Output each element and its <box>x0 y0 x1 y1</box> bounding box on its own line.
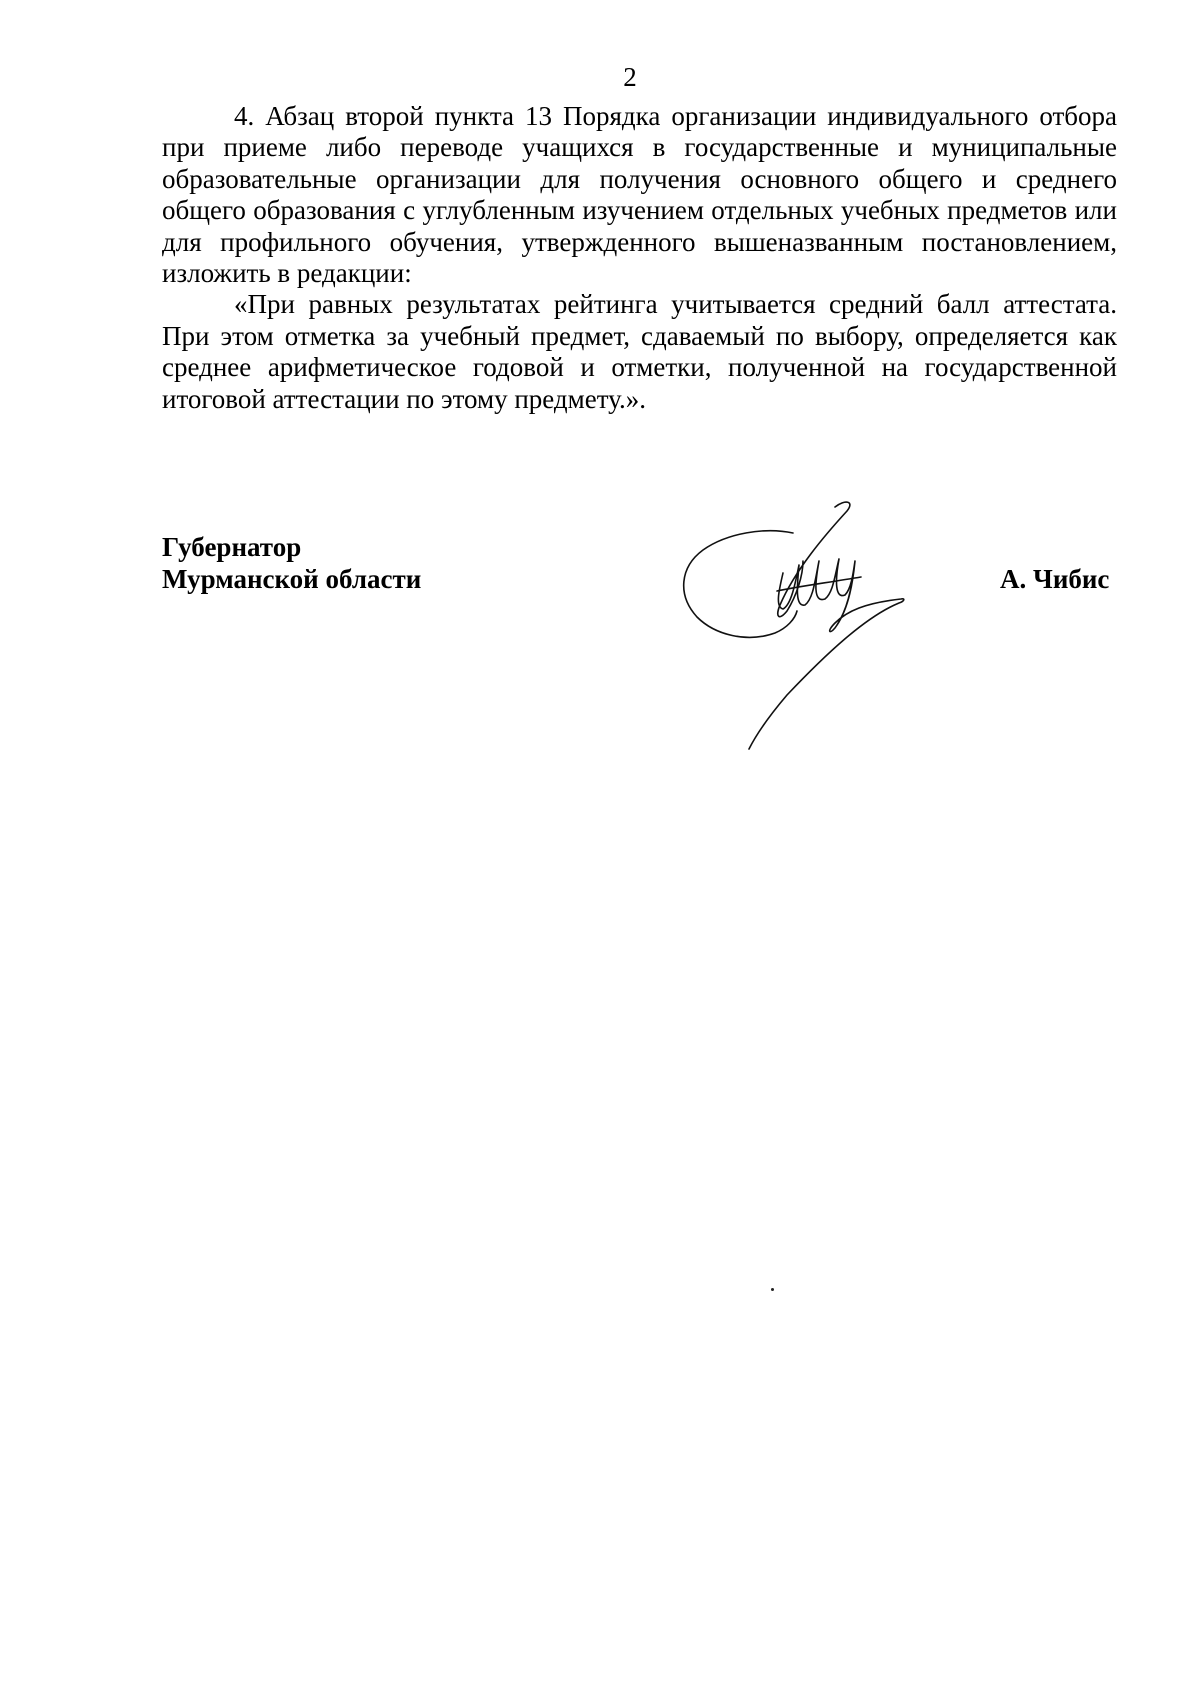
page-number: 2 <box>623 62 637 92</box>
signature-letters-stroke <box>749 559 904 749</box>
signer-position-line-1: Губернатор <box>162 532 302 562</box>
scan-speck <box>771 1288 774 1291</box>
signer-name: А. Чибис <box>1000 564 1110 594</box>
paragraph-quoted-text: «При равных результатах рейтинга учитывается средний балл аттестата. При этом отметка за учебный предмет, сдаваемый по выбору, определяется как среднее арифметическое годовой и отметки, полученной на государственной итоговой аттестации по этому предмету.». <box>162 289 1117 414</box>
handwritten-signature <box>675 495 925 755</box>
signer-position-line-2: Мурманской области <box>162 564 422 594</box>
paragraph-amendment: 4. Абзац второй пункта 13 Порядка организации индивидуального отбора при приеме либо переводе учащихся в государственные и муниципальные образовательные организации для получения основного общего и среднего общего образования с углубленным изучением отдельных учебных предметов или для профильного обучения, утвержденного вышеназванным постановлением, изложить в редакции: <box>162 101 1117 289</box>
signer-position <box>162 531 421 595</box>
